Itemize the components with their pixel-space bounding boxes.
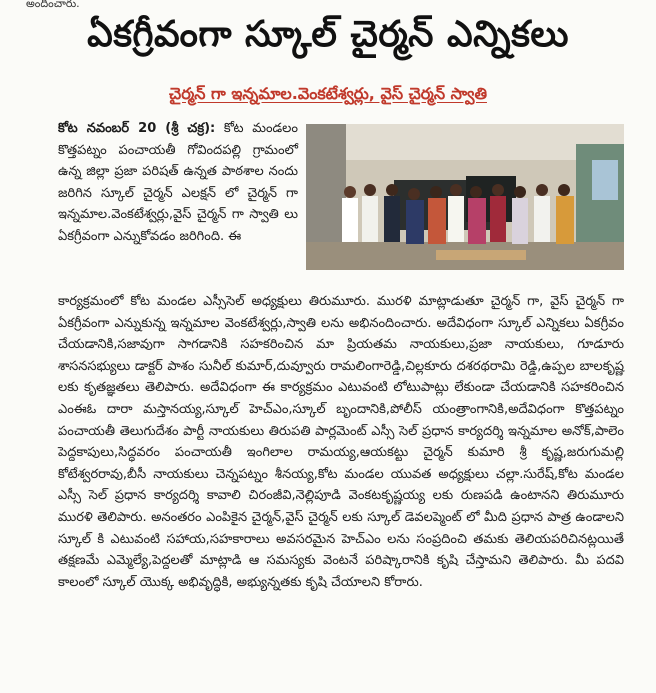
group-photo-illustration (306, 124, 624, 270)
lead-text: కోట మండలం కొత్తపట్నం పంచాయతీ గోవిందపల్లి గ్రామంలో ఉన్న జిల్లా ప్రజా పరిషత్ ఉన్నత పాఠశాల నందు జరిగిన స్కూల్ చైర్మన్ ఎలక్షన్ లో చైర్మన్ గా ఇన్నమాల.వెంకటేశ్వర్లు,వైస్ చైర్మన్ గా స్వాతి లు ఏకగ్రీవంగా ఎన్నుకోవడం జరిగింది. ఈ (58, 121, 298, 244)
previous-article-fragment: అందించారు. (26, 0, 80, 8)
headline: ఏకగ్రీవంగా స్కూల్ చైర్మన్ ఎన్నికలు (87, 14, 569, 55)
group-photo (306, 124, 624, 270)
lead-paragraph (58, 118, 298, 248)
subheadline (0, 84, 656, 107)
body-paragraph: కార్యక్రమంలో కోట మండల ఎస్సీసెల్ అధ్యక్షులు తిరుమూరు. మురళి మాట్లాడుతూ చైర్మన్ గా, వైస్ చైర్మన్ గా ఏకగ్రీవంగా ఎన్నుకున్న ఇన్నమాల వెంకటేశ్వర్లు,స్వాతి లను అభినందించారు. అదేవిధంగా స్కూల్ ఎన్నికలు ఏకగ్రీవం చేయడానికి,సజావుగా సాగడానికి సహకరించిన మా ప్రియతమ నాయకులు,ప్రజా నాయకులు, గూడూరు శాసనసభ్యులు డాక్టర్ పాశం సునీల్ కుమార్,దువ్వూరు రామలింగారెడ్డి,చిల్లకూరు దశరథరామి రెడ్డి,ఉప్పల బాలకృష్ణ లకు కృతజ్ఞతలు తెలిపారు. అదేవిధంగా ఈ కార్యక్రమం ఎటువంటి లోటుపాట్లు లేకుండా చేయడానికి సహకరించిన ఎంఈఓ దారా మస్తానయ్య,స్కూల్ హెచ్ఎం,స్కూల్ బృందానికి,పోలీస్ యంత్రాంగానికి,అదేవిధంగా కొత్తపట్నం పంచాయతీ తెలుగుదేశం పార్టీ నాయకులు తిరుపతి పార్లమెంట్ ఎస్సీ సెల్ ప్రధాన కార్యదర్శి ఇన్నమాల అనోక్,పాలెం పెద్దకాపులు,సిద్ధవరం పంచాయతీ ఇంగిలాల రామయ్య,ఆయకట్టు చైర్మన్ కుమారి శ్రీ కృష్ణ,జరుగుమల్లి కోటేశ్వరరావు,బీసీ నాయకులు చెన్నపట్నం శీనయ్య,కోట మండల యువత అధ్యక్షులు చల్లా.సురేష్,కోట మండల ఎస్సీ సెల్ ప్రధాన కార్యదర్శి కావాలి చిరంజీవి,నెల్లిపూడి వెంకటకృష్ణయ్య లకు రుణపడి ఉంటానని తిరుమూరు మురళి తెలిపారు. అనంతరం ఎంపికైన చైర్మన్,వైస్ చైర్మన్ లకు స్కూల్ డెవలప్మెంట్ లో మీది ప్రధాన పాత్ర ఉండాలని స్కూల్ కి ఎటువంటి సహాయ,సహకారాలు అవసరమైన హెచ్ఎం లను సంప్రదించి తమకు తెలియపరిచినట్లయితే తక్షణమే ఎమ్మెల్యే,పెద్దలతో మాట్లాడి ఆ సమస్యకు వెంటనే పరిష్కారానికి కృషి చేస్తామని తెలిపారు. మీ పదవి కాలంలో స్కూల్ యొక్క అభివృద్ధికి, అభ్యున్నతకు కృషి చేయాలని కోరారు. (58, 294, 624, 590)
subheadline-text: చైర్మన్ గా ఇన్నమాల.వెంకటేశ్వర్లు, వైస్ చైర్మన్ స్వాతి (169, 84, 487, 103)
dateline: కోట నవంబర్ 20 (శ్రీ చక్ర): (58, 121, 216, 136)
